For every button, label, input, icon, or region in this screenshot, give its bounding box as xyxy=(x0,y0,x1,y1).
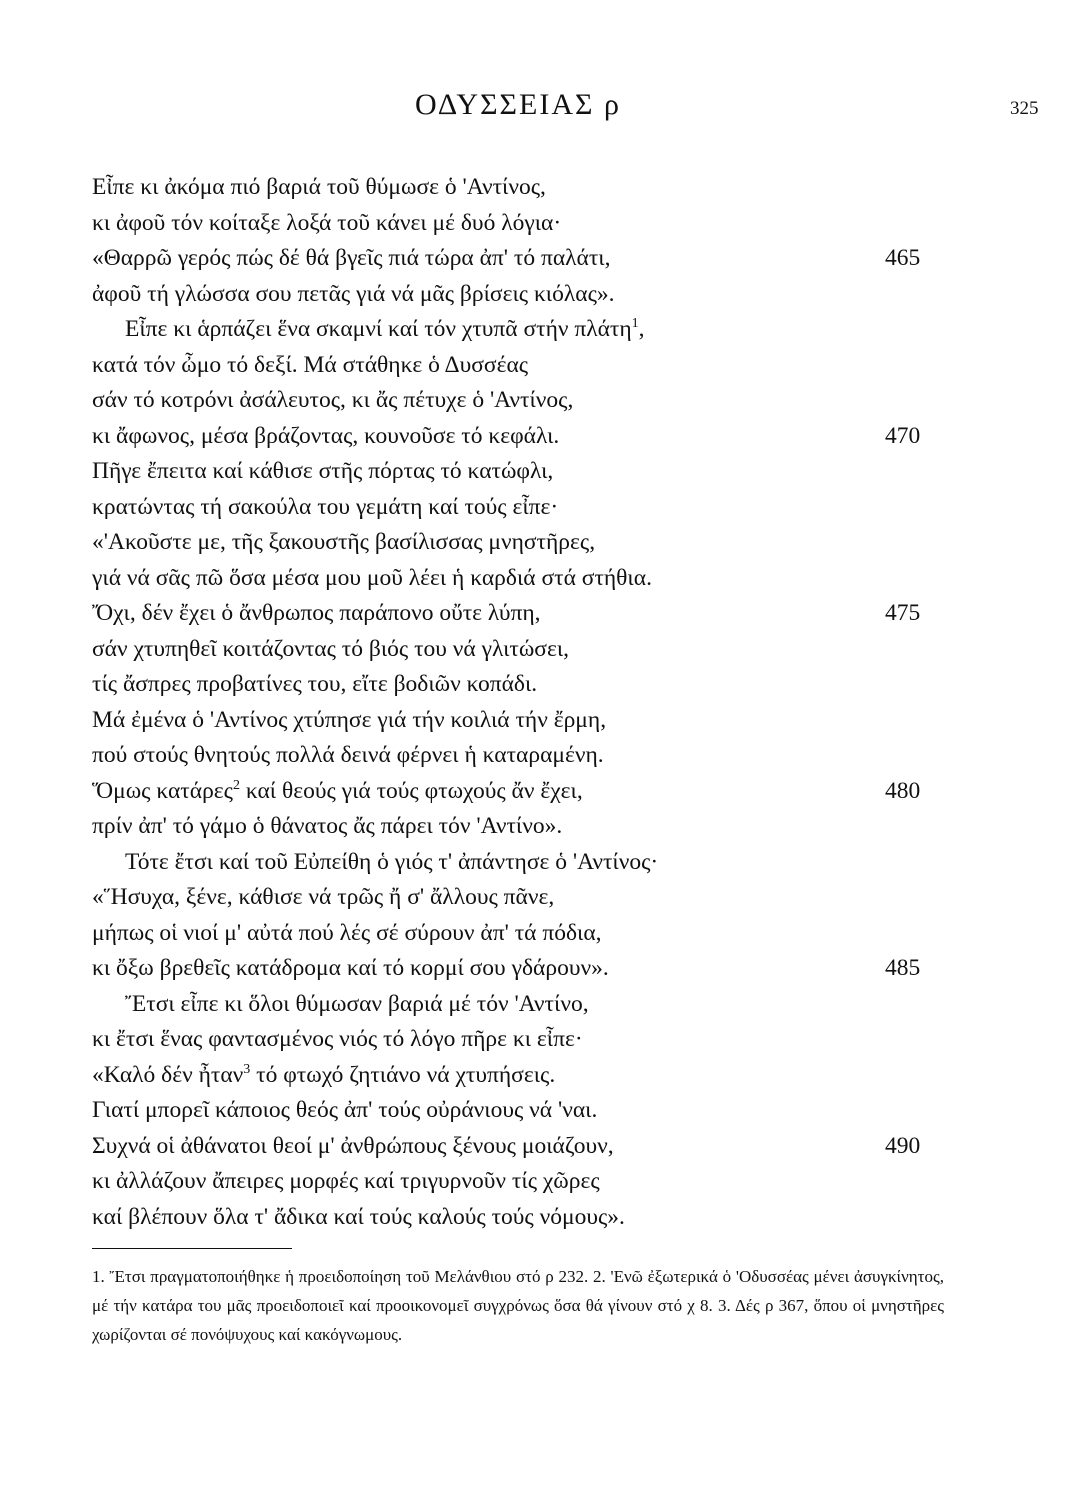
verse-line xyxy=(0,667,1085,703)
verse-text-main: Εἶπε κι ἁρπάζει ἕνα σκαμνί καί τόν χτυπᾶ στήν πλάτη xyxy=(125,316,632,342)
verse-line xyxy=(0,916,1085,952)
verse-line xyxy=(0,1093,1085,1129)
verse-text-main: Ὅμως κατάρες xyxy=(92,777,233,804)
verse-text xyxy=(92,1129,614,1165)
verse-text xyxy=(92,880,554,916)
verse-text-main: πού στούς θνητούς πολλά δεινά φέρνει ἡ καταραμένη. xyxy=(92,742,604,768)
line-number: 490 xyxy=(885,1132,921,1159)
verse-text xyxy=(92,1164,600,1200)
verse-text-main: γιά νά σᾶς πῶ ὅσα μέσα μου μοῦ λέει ἡ καρδιά στά στήθια. xyxy=(92,564,652,591)
verse-text xyxy=(92,525,595,561)
verse-text-main: σάν τό κοτρόνι ἀσάλευτος, κι ἄς πέτυχε ὁ 'Αντίνος, xyxy=(92,387,574,413)
verse-text-main: Ἔτσι εἶπε κι ὅλοι θύμωσαν βαριά μέ τόν 'Αντίνο, xyxy=(125,990,589,1017)
verse-text xyxy=(92,809,562,845)
verse-text xyxy=(92,703,606,739)
verse-text-main: Ὄχι, δέν ἔχει ὁ ἄνθρωπος παράπονο οὔτε λύπη, xyxy=(92,600,541,626)
verse-text-main: «'Ακοῦστε με, τῆς ξακουστῆς βασίλισσας μνηστῆρες, xyxy=(92,529,596,555)
verse-text xyxy=(92,1022,583,1058)
verse-line xyxy=(0,1058,1085,1094)
verse-text-main: μήπως οἱ νιοί μ' αὐτά πού λές σέ σύρουν ἀπ' τά πόδια, xyxy=(92,919,602,946)
verse-text-main: τίς ἄσπρες προβατίνες του, εἴτε βοδιῶν κοπάδι. xyxy=(92,671,538,697)
verse-text-main: καί βλέπουν ὅλα τ' ἄδικα καί τούς καλούς τούς νόμους». xyxy=(92,1203,625,1230)
verse-text xyxy=(92,774,583,810)
footnote-text: 1. Ἔτσι πραγματοποιήθηκε ἡ προειδοποίηση τοῦ Μελάνθιου στό ρ 232. 2. 'Ενῶ ἐξωτερικά ὁ 'Οδυσσέας μένει ἀσυγκίνητος, μέ τήν κατάρα του μᾶς προειδοποιεῖ καί προοικονομεῖ συγχρόνως ὅσα θά γίνουν στό χ 8. 3. Δές ρ 367, ὅπου οἱ μνηστῆρες χωρίζονται σέ πονόψυχους καί κακόγνωμους. xyxy=(92,1267,944,1344)
verse-text xyxy=(125,987,589,1023)
line-number: 475 xyxy=(885,600,921,626)
verse-line xyxy=(0,632,1085,668)
verse-text-continued: καί θεούς γιά τούς φτωχούς ἄν ἔχει, xyxy=(239,777,583,804)
verse-text-main: «Καλό δέν ἦταν xyxy=(92,1061,244,1088)
verse-line xyxy=(0,277,1085,313)
line-number: 485 xyxy=(885,955,921,981)
verse-line xyxy=(0,561,1085,597)
line-number: 470 xyxy=(885,422,921,449)
verse-line xyxy=(0,703,1085,739)
verse-text xyxy=(92,348,528,384)
verse-text xyxy=(92,419,559,455)
verse-text-main: πρίν ἀπ' τό γάμο ὁ θάνατος ἄς πάρει τόν 'Αντίνο». xyxy=(92,813,563,839)
verse-line xyxy=(0,738,1085,774)
verse-text-main: Συχνά οἱ ἀθάνατοι θεοί μ' ἀνθρώπους ξένους μοιάζουν, xyxy=(92,1132,614,1159)
verse-text-main: κρατώντας τή σακούλα του γεμάτη καί τούς εἶπε· xyxy=(92,493,559,520)
verse-line xyxy=(0,951,1085,987)
verse-text xyxy=(92,632,569,668)
verse-line xyxy=(0,348,1085,384)
verse-text xyxy=(92,738,604,774)
verse-line xyxy=(0,206,1085,242)
verse-line xyxy=(0,454,1085,490)
verse-line xyxy=(0,987,1085,1023)
verse-text-main: σάν χτυπηθεῖ κοιτάζοντας τό βιός του νά γλιτώσει, xyxy=(92,635,570,662)
verse-text xyxy=(92,170,546,206)
verse-text-main: Εἶπε κι ἀκόμα πιό βαριά τοῦ θύμωσε ὁ 'Αντίνος, xyxy=(92,174,546,200)
verse-text xyxy=(92,1058,555,1094)
verse-text-main: κι ἀφοῦ τόν κοίταξε λοξά τοῦ κάνει μέ δυό λόγια· xyxy=(92,209,562,236)
footnotes xyxy=(92,1262,944,1349)
verse-line xyxy=(0,490,1085,526)
verse-line xyxy=(0,312,1085,348)
footnote-divider xyxy=(92,1248,292,1249)
verse-text xyxy=(92,383,573,419)
verse-line xyxy=(0,1129,1085,1165)
footnote-marker: 1 xyxy=(631,316,639,331)
verse-line xyxy=(0,383,1085,419)
verse-text-main: ἀφοῦ τή γλώσσα σου πετᾶς γιά νά μᾶς βρίσεις κιόλας». xyxy=(92,280,615,307)
verse-text xyxy=(92,1200,625,1236)
verse-line xyxy=(0,1200,1085,1236)
verse-text-continued: τό φτωχό ζητιάνο νά χτυπήσεις. xyxy=(250,1061,556,1088)
verse-text xyxy=(92,490,558,526)
page-title: ΟΔΥΣΣΕΙΑΣ ρ xyxy=(415,88,621,121)
verse-line xyxy=(0,170,1085,206)
verse-text-main: «Θαρρῶ γερός πώς δέ θά βγεῖς πιά τώρα ἀπ' τό παλάτι, xyxy=(92,245,611,271)
verse-text-main: Τότε ἔτσι καί τοῦ Εὐπείθη ὁ γιός τ' ἀπάντησε ὁ 'Αντίνος· xyxy=(125,848,659,875)
footnote-marker: 2 xyxy=(232,777,240,793)
verse-text xyxy=(92,667,537,703)
line-number: 465 xyxy=(885,245,921,271)
verse-text xyxy=(92,1093,597,1129)
verse-text xyxy=(92,277,615,313)
verse-text-main: Μά ἐμένα ὁ 'Αντίνος χτύπησε γιά τήν κοιλιά τήν ἔρμη, xyxy=(92,706,607,733)
verse-text-main: κι ἀλλάζουν ἄπειρες μορφές καί τριγυρνοῦν τίς χῶρες xyxy=(92,1168,600,1194)
verse-text-main: κι ἔτσι ἕνας φαντασμένος νιός τό λόγο πῆρε κι εἶπε· xyxy=(92,1026,583,1052)
verse-text xyxy=(92,206,561,242)
verse-text xyxy=(125,845,658,881)
verse-line xyxy=(0,419,1085,455)
verse-text xyxy=(92,454,553,490)
verse-line xyxy=(0,809,1085,845)
verse-text-continued: , xyxy=(638,316,645,342)
verse-text-main: κι ὄξω βρεθεῖς κατάδρομα καί τό κορμί σου γδάρουν». xyxy=(92,955,609,981)
verse-line xyxy=(0,1022,1085,1058)
verse-line xyxy=(0,845,1085,881)
verse-text xyxy=(92,951,609,987)
verse-text-main: κατά τόν ὦμο τό δεξί. Μά στάθηκε ὁ Δυσσέας xyxy=(92,351,529,378)
verse-text-main: Γιατί μπορεῖ κάποιος θεός ἀπ' τούς οὐράνιους νά 'ναι. xyxy=(92,1097,598,1123)
verse-text xyxy=(92,596,541,632)
verse-text xyxy=(92,561,652,597)
line-number: 480 xyxy=(885,777,921,804)
verse-line xyxy=(0,774,1085,810)
footnote-marker: 3 xyxy=(243,1061,251,1077)
verse-text xyxy=(125,312,645,348)
poem-body xyxy=(0,170,1085,1235)
verse-line xyxy=(0,880,1085,916)
verse-text-main: κι ἄφωνος, μέσα βράζοντας, κουνοῦσε τό κεφάλι. xyxy=(92,422,560,449)
verse-line xyxy=(0,1164,1085,1200)
verse-line xyxy=(0,525,1085,561)
verse-text-main: «Ἥσυχα, ξένε, κάθισε νά τρῶς ἤ σ' ἄλλους πᾶνε, xyxy=(92,884,555,910)
verse-line xyxy=(0,241,1085,277)
verse-text xyxy=(92,241,611,277)
page-number: 325 xyxy=(1010,98,1039,119)
verse-line xyxy=(0,596,1085,632)
verse-text-main: Πῆγε ἔπειτα καί κάθισε στῆς πόρτας τό κατώφλι, xyxy=(92,458,554,484)
verse-text xyxy=(92,916,602,952)
